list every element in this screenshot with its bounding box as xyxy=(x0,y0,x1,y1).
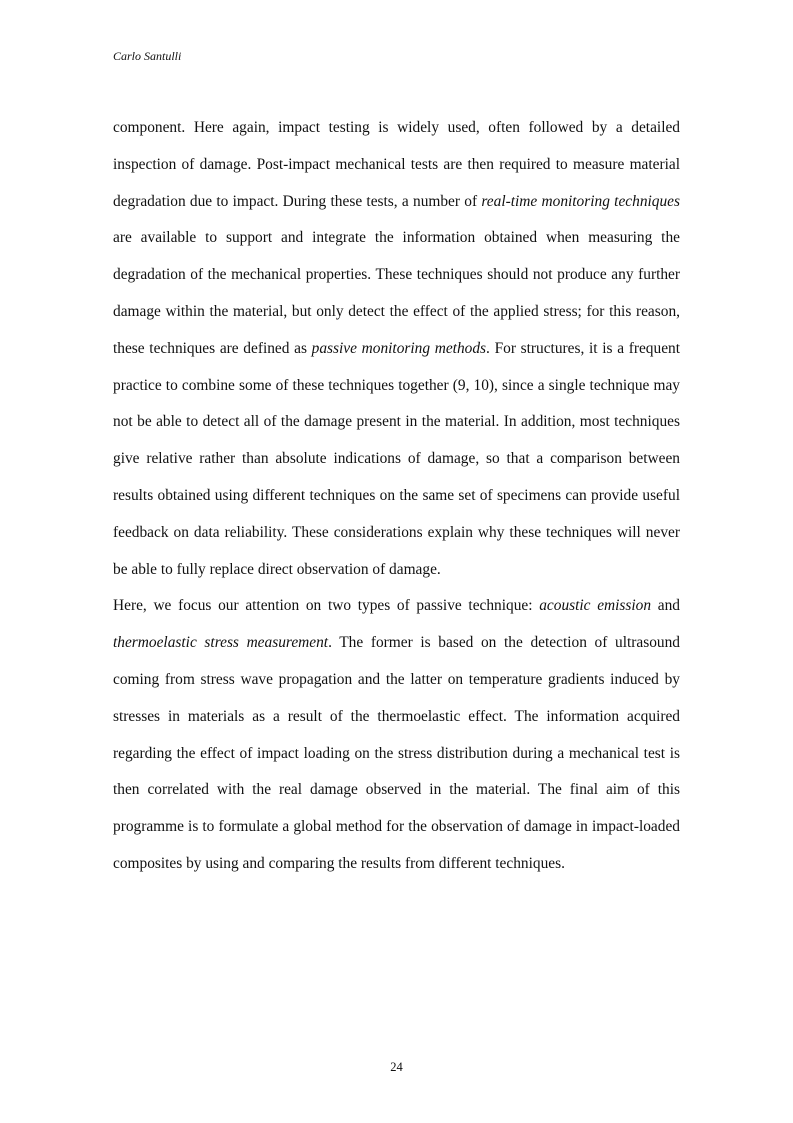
emphasis-term: real-time monitoring techniques xyxy=(481,192,681,210)
paragraph-text: Here, we focus our attention on two types of passive technique: xyxy=(113,597,540,615)
paragraph-monitoring-techniques xyxy=(113,110,680,588)
paragraph-text: component. Here again, impact testing is widely used, often followed by a detailed inspection of damage. Post-impact mechanical tests are then required to measure material degradation due to impact. During these tests, a number of xyxy=(113,119,680,210)
body-text xyxy=(113,110,680,883)
paragraph-text: are available to support and integrate the information obtained when measuring the degradation of the mechanical properties. These techniques should not produce any further damage within the material, but only detect the effect of the applied stress; for this reason, these techniques are defined as xyxy=(113,229,680,357)
paragraph-text: . The former is based on the detection of ultrasound coming from stress wave propagation and the latter on temperature gradients induced by stresses in materials as a result of the thermoelastic effect. The information acquired regarding the effect of impact loading on the stress distribution during a mechanical test is then correlated with the real damage observed in the material. The final aim of this programme is to formulate a global method for the observation of damage in impact-loaded composites by using and comparing the results from different techniques. xyxy=(113,634,680,872)
paragraph-passive-techniques xyxy=(113,588,680,882)
emphasis-term: passive monitoring methods xyxy=(311,339,487,357)
emphasis-term: thermoelastic stress measurement xyxy=(113,634,329,652)
running-header-author: Carlo Santulli xyxy=(113,49,182,63)
page-number: 24 xyxy=(390,1060,403,1074)
paragraph-text: . For structures, it is a frequent practice to combine some of these techniques together (9, 10), since a single technique may not be able to detect all of the damage present in the material. In addition, most techniques give relative rather than absolute indications of damage, so that a comparison between results obtained using different techniques on the same set of specimens can provide useful feedback on data reliability. These considerations explain why these techniques will never be able to fully replace direct observation of damage. xyxy=(113,339,680,578)
paragraph-text: and xyxy=(651,597,680,615)
emphasis-term: acoustic emission xyxy=(539,597,652,615)
